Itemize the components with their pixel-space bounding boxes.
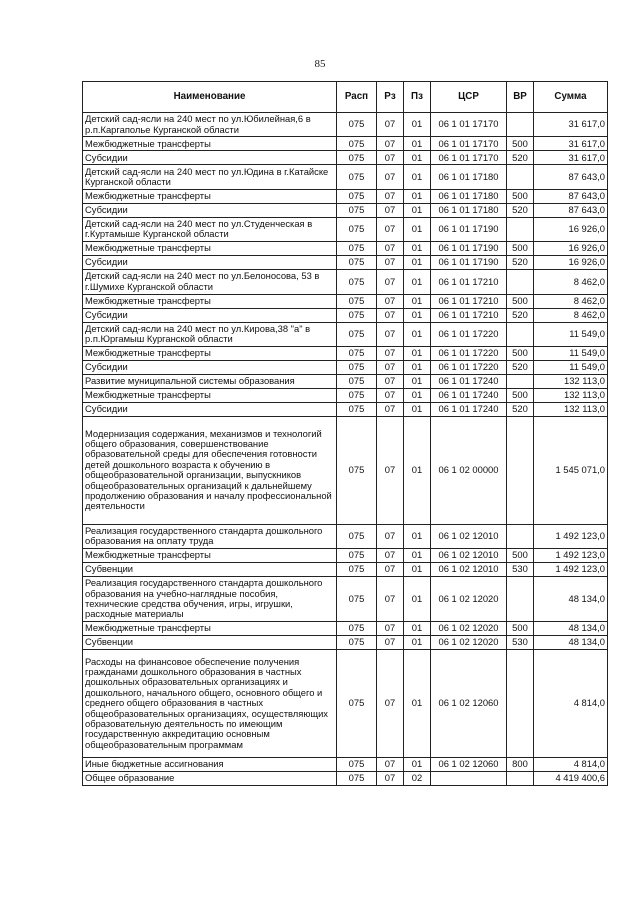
cell-sum: 8 462,0 xyxy=(534,308,608,322)
cell-pz: 01 xyxy=(404,388,431,402)
col-header-pz: Пз xyxy=(404,82,431,113)
cell-rasp: 075 xyxy=(337,165,377,189)
cell-rz: 07 xyxy=(377,203,404,217)
table-row xyxy=(83,217,608,241)
cell-pz: 01 xyxy=(404,622,431,636)
cell-vr xyxy=(507,217,534,241)
cell-vr xyxy=(507,524,534,548)
cell-csr: 06 1 02 12020 xyxy=(431,622,507,636)
cell-csr: 06 1 01 17190 xyxy=(431,242,507,256)
cell-rz: 07 xyxy=(377,622,404,636)
cell-vr xyxy=(507,416,534,524)
cell-csr: 06 1 01 17210 xyxy=(431,294,507,308)
col-header-sum: Сумма xyxy=(534,82,608,113)
cell-pz: 01 xyxy=(404,402,431,416)
table-row xyxy=(83,151,608,165)
cell-vr: 520 xyxy=(507,360,534,374)
cell-rz: 07 xyxy=(377,360,404,374)
cell-rasp: 075 xyxy=(337,217,377,241)
cell-rasp: 075 xyxy=(337,308,377,322)
cell-pz: 01 xyxy=(404,416,431,524)
cell-rasp: 075 xyxy=(337,757,377,771)
cell-name: Детский сад-ясли на 240 мест по ул.Юдина в г.Катайске Курганской области xyxy=(83,165,337,189)
cell-vr: 530 xyxy=(507,562,534,576)
cell-name: Иные бюджетные ассигнования xyxy=(83,757,337,771)
cell-csr: 06 1 01 17170 xyxy=(431,113,507,137)
cell-rz: 07 xyxy=(377,113,404,137)
cell-rz: 07 xyxy=(377,189,404,203)
cell-pz: 01 xyxy=(404,374,431,388)
table-body xyxy=(83,113,608,786)
cell-rasp: 075 xyxy=(337,548,377,562)
cell-vr: 520 xyxy=(507,203,534,217)
cell-name: Детский сад-ясли на 240 мест по ул.Кирова,38 "а" в р.п.Юргамыш Курганской области xyxy=(83,322,337,346)
cell-rasp: 075 xyxy=(337,151,377,165)
cell-name: Межбюджетные трансферты xyxy=(83,137,337,151)
cell-sum: 1 492 123,0 xyxy=(534,548,608,562)
cell-csr: 06 1 02 12060 xyxy=(431,757,507,771)
cell-vr: 500 xyxy=(507,242,534,256)
cell-rasp: 075 xyxy=(337,636,377,650)
cell-rz: 07 xyxy=(377,151,404,165)
table-row xyxy=(83,374,608,388)
cell-name: Субвенции xyxy=(83,636,337,650)
cell-pz: 01 xyxy=(404,137,431,151)
cell-vr: 500 xyxy=(507,548,534,562)
cell-rz: 07 xyxy=(377,346,404,360)
cell-vr xyxy=(507,374,534,388)
cell-rz: 07 xyxy=(377,256,404,270)
cell-name: Субсидии xyxy=(83,203,337,217)
col-header-rz: Рз xyxy=(377,82,404,113)
table-row xyxy=(83,346,608,360)
cell-name: Субсидии xyxy=(83,360,337,374)
cell-name: Модернизация содержания, механизмов и технологий общего образования, совершенствование образовательной среды для обеспечения готовности детей дошкольного возраста к обучению в общеобразовательной организации, выпускников общеобразовательных организаций к дальнейшему продолжению образования и началу профессиональной деятельности xyxy=(83,416,337,524)
cell-rasp: 075 xyxy=(337,524,377,548)
cell-pz: 01 xyxy=(404,562,431,576)
cell-rasp: 075 xyxy=(337,416,377,524)
cell-pz: 01 xyxy=(404,165,431,189)
cell-sum: 1 492 123,0 xyxy=(534,562,608,576)
cell-csr: 06 1 01 17240 xyxy=(431,374,507,388)
cell-rz: 07 xyxy=(377,757,404,771)
col-header-name: Наименование xyxy=(83,82,337,113)
cell-pz: 01 xyxy=(404,270,431,294)
cell-csr: 06 1 02 12060 xyxy=(431,650,507,758)
cell-sum: 31 617,0 xyxy=(534,113,608,137)
cell-rasp: 075 xyxy=(337,374,377,388)
table-row xyxy=(83,294,608,308)
cell-csr: 06 1 01 17240 xyxy=(431,402,507,416)
cell-rasp: 075 xyxy=(337,562,377,576)
cell-name: Реализация государственного стандарта дошкольного образования на учебно-наглядные пособия, технические средства обучения, игры, игрушки, расходные материалы xyxy=(83,576,337,621)
cell-vr: 500 xyxy=(507,189,534,203)
cell-csr: 06 1 01 17190 xyxy=(431,256,507,270)
cell-name: Межбюджетные трансферты xyxy=(83,189,337,203)
table-row xyxy=(83,203,608,217)
cell-sum: 132 113,0 xyxy=(534,402,608,416)
cell-sum: 132 113,0 xyxy=(534,374,608,388)
col-header-rasp: Расп xyxy=(337,82,377,113)
cell-rasp: 075 xyxy=(337,113,377,137)
cell-vr: 520 xyxy=(507,402,534,416)
cell-pz: 01 xyxy=(404,636,431,650)
cell-vr: 500 xyxy=(507,622,534,636)
cell-sum: 8 462,0 xyxy=(534,270,608,294)
cell-rasp: 075 xyxy=(337,137,377,151)
table-row xyxy=(83,650,608,758)
cell-rasp: 075 xyxy=(337,622,377,636)
cell-rasp: 075 xyxy=(337,242,377,256)
cell-rasp: 075 xyxy=(337,771,377,785)
cell-vr: 500 xyxy=(507,294,534,308)
cell-name: Общее образование xyxy=(83,771,337,785)
cell-sum: 48 134,0 xyxy=(534,622,608,636)
cell-rasp: 075 xyxy=(337,294,377,308)
cell-csr: 06 1 01 17210 xyxy=(431,308,507,322)
cell-rz: 07 xyxy=(377,242,404,256)
cell-vr: 520 xyxy=(507,256,534,270)
cell-sum: 31 617,0 xyxy=(534,151,608,165)
table-row xyxy=(83,137,608,151)
cell-rasp: 075 xyxy=(337,256,377,270)
cell-sum: 87 643,0 xyxy=(534,165,608,189)
cell-vr: 520 xyxy=(507,308,534,322)
cell-name: Развитие муниципальной системы образования xyxy=(83,374,337,388)
cell-csr xyxy=(431,771,507,785)
cell-name: Реализация государственного стандарта дошкольного образования на оплату труда xyxy=(83,524,337,548)
table-row xyxy=(83,270,608,294)
cell-rasp: 075 xyxy=(337,189,377,203)
cell-sum: 16 926,0 xyxy=(534,217,608,241)
cell-vr xyxy=(507,650,534,758)
cell-csr: 06 1 02 12010 xyxy=(431,548,507,562)
table-row xyxy=(83,165,608,189)
cell-sum: 11 549,0 xyxy=(534,360,608,374)
cell-sum: 11 549,0 xyxy=(534,322,608,346)
table-row xyxy=(83,360,608,374)
cell-rz: 07 xyxy=(377,308,404,322)
cell-sum: 87 643,0 xyxy=(534,203,608,217)
cell-pz: 01 xyxy=(404,757,431,771)
cell-name: Субсидии xyxy=(83,151,337,165)
cell-rz: 07 xyxy=(377,294,404,308)
cell-vr xyxy=(507,771,534,785)
cell-csr: 06 1 01 17190 xyxy=(431,217,507,241)
cell-rz: 07 xyxy=(377,636,404,650)
cell-pz: 01 xyxy=(404,346,431,360)
table-row xyxy=(83,402,608,416)
cell-pz: 01 xyxy=(404,322,431,346)
cell-pz: 01 xyxy=(404,151,431,165)
cell-sum: 1 545 071,0 xyxy=(534,416,608,524)
table-row xyxy=(83,524,608,548)
page-number: 85 xyxy=(314,58,326,70)
cell-name: Субсидии xyxy=(83,402,337,416)
cell-rasp: 075 xyxy=(337,270,377,294)
cell-sum: 16 926,0 xyxy=(534,256,608,270)
cell-csr: 06 1 01 17240 xyxy=(431,388,507,402)
cell-csr: 06 1 02 00000 xyxy=(431,416,507,524)
cell-csr: 06 1 01 17180 xyxy=(431,165,507,189)
cell-pz: 01 xyxy=(404,524,431,548)
cell-sum: 87 643,0 xyxy=(534,189,608,203)
table-row xyxy=(83,562,608,576)
cell-csr: 06 1 02 12010 xyxy=(431,562,507,576)
budget-table xyxy=(82,81,608,786)
cell-pz: 01 xyxy=(404,294,431,308)
cell-rasp: 075 xyxy=(337,650,377,758)
cell-csr: 06 1 01 17210 xyxy=(431,270,507,294)
cell-rz: 07 xyxy=(377,270,404,294)
cell-sum: 8 462,0 xyxy=(534,294,608,308)
cell-csr: 06 1 02 12020 xyxy=(431,576,507,621)
cell-sum: 4 814,0 xyxy=(534,757,608,771)
cell-rasp: 075 xyxy=(337,576,377,621)
table-row xyxy=(83,548,608,562)
cell-name: Субвенции xyxy=(83,562,337,576)
cell-pz: 01 xyxy=(404,189,431,203)
cell-pz: 01 xyxy=(404,256,431,270)
cell-pz: 01 xyxy=(404,360,431,374)
cell-rz: 07 xyxy=(377,524,404,548)
cell-rasp: 075 xyxy=(337,203,377,217)
col-header-csr: ЦСР xyxy=(431,82,507,113)
cell-csr: 06 1 01 17170 xyxy=(431,137,507,151)
cell-sum: 16 926,0 xyxy=(534,242,608,256)
table-row xyxy=(83,256,608,270)
cell-vr xyxy=(507,165,534,189)
cell-vr: 500 xyxy=(507,137,534,151)
cell-vr: 530 xyxy=(507,636,534,650)
table-row xyxy=(83,322,608,346)
cell-pz: 01 xyxy=(404,308,431,322)
cell-csr: 06 1 02 12010 xyxy=(431,524,507,548)
cell-name: Межбюджетные трансферты xyxy=(83,294,337,308)
cell-vr xyxy=(507,322,534,346)
cell-rz: 07 xyxy=(377,576,404,621)
table-row xyxy=(83,771,608,785)
cell-csr: 06 1 01 17220 xyxy=(431,346,507,360)
cell-vr xyxy=(507,270,534,294)
cell-sum: 132 113,0 xyxy=(534,388,608,402)
cell-name: Межбюджетные трансферты xyxy=(83,242,337,256)
cell-csr: 06 1 01 17170 xyxy=(431,151,507,165)
table-header-row xyxy=(83,82,608,113)
cell-name: Субсидии xyxy=(83,256,337,270)
table-row xyxy=(83,622,608,636)
cell-rz: 07 xyxy=(377,322,404,346)
cell-rasp: 075 xyxy=(337,402,377,416)
cell-rz: 07 xyxy=(377,562,404,576)
cell-vr: 800 xyxy=(507,757,534,771)
cell-name: Межбюджетные трансферты xyxy=(83,346,337,360)
cell-sum: 4 419 400,6 xyxy=(534,771,608,785)
cell-name: Субсидии xyxy=(83,308,337,322)
cell-vr: 500 xyxy=(507,346,534,360)
cell-rasp: 075 xyxy=(337,346,377,360)
cell-csr: 06 1 01 17180 xyxy=(431,203,507,217)
cell-rz: 07 xyxy=(377,650,404,758)
cell-rz: 07 xyxy=(377,217,404,241)
cell-csr: 06 1 01 17220 xyxy=(431,360,507,374)
cell-rasp: 075 xyxy=(337,360,377,374)
cell-pz: 01 xyxy=(404,650,431,758)
cell-rz: 07 xyxy=(377,388,404,402)
cell-pz: 01 xyxy=(404,548,431,562)
cell-name: Межбюджетные трансферты xyxy=(83,622,337,636)
cell-pz: 01 xyxy=(404,203,431,217)
cell-pz: 01 xyxy=(404,113,431,137)
cell-sum: 48 134,0 xyxy=(534,636,608,650)
table-row xyxy=(83,113,608,137)
table-row xyxy=(83,416,608,524)
cell-csr: 06 1 01 17180 xyxy=(431,189,507,203)
cell-vr xyxy=(507,113,534,137)
cell-rasp: 075 xyxy=(337,388,377,402)
cell-rasp: 075 xyxy=(337,322,377,346)
cell-rz: 07 xyxy=(377,416,404,524)
table-row xyxy=(83,308,608,322)
cell-rz: 07 xyxy=(377,771,404,785)
cell-vr: 520 xyxy=(507,151,534,165)
cell-name: Детский сад-ясли на 240 мест по ул.Белоносова, 53 в г.Шумихе Курганской области xyxy=(83,270,337,294)
cell-csr: 06 1 02 12020 xyxy=(431,636,507,650)
cell-rz: 07 xyxy=(377,374,404,388)
cell-name: Детский сад-ясли на 240 мест по ул.Юбилейная,6 в р.п.Каргаполье Курганской области xyxy=(83,113,337,137)
cell-name: Детский сад-ясли на 240 мест по ул.Студенческая в г.Куртамыше Курганской области xyxy=(83,217,337,241)
cell-name: Межбюджетные трансферты xyxy=(83,388,337,402)
cell-rz: 07 xyxy=(377,165,404,189)
cell-csr: 06 1 01 17220 xyxy=(431,322,507,346)
cell-sum: 48 134,0 xyxy=(534,576,608,621)
cell-pz: 01 xyxy=(404,242,431,256)
cell-sum: 11 549,0 xyxy=(534,346,608,360)
cell-name: Расходы на финансовое обеспечение получения гражданами дошкольного образования в частных дошкольных образовательных организациях и дошкольного, начального общего, основного общего и среднего общего образования в частных общеобразовательных организациях, осуществляющих образовательную деятельность по имеющим государственную аккредитацию основным общеобразовательным программам xyxy=(83,650,337,758)
table-row xyxy=(83,388,608,402)
table-row xyxy=(83,576,608,621)
cell-pz: 01 xyxy=(404,576,431,621)
cell-rz: 07 xyxy=(377,402,404,416)
cell-vr: 500 xyxy=(507,388,534,402)
cell-sum: 1 492 123,0 xyxy=(534,524,608,548)
col-header-vr: ВР xyxy=(507,82,534,113)
cell-sum: 4 814,0 xyxy=(534,650,608,758)
cell-rz: 07 xyxy=(377,137,404,151)
table-row xyxy=(83,636,608,650)
table-row xyxy=(83,242,608,256)
cell-rz: 07 xyxy=(377,548,404,562)
cell-pz: 01 xyxy=(404,217,431,241)
cell-pz: 02 xyxy=(404,771,431,785)
cell-vr xyxy=(507,576,534,621)
table-row xyxy=(83,189,608,203)
table-row xyxy=(83,757,608,771)
cell-sum: 31 617,0 xyxy=(534,137,608,151)
cell-name: Межбюджетные трансферты xyxy=(83,548,337,562)
